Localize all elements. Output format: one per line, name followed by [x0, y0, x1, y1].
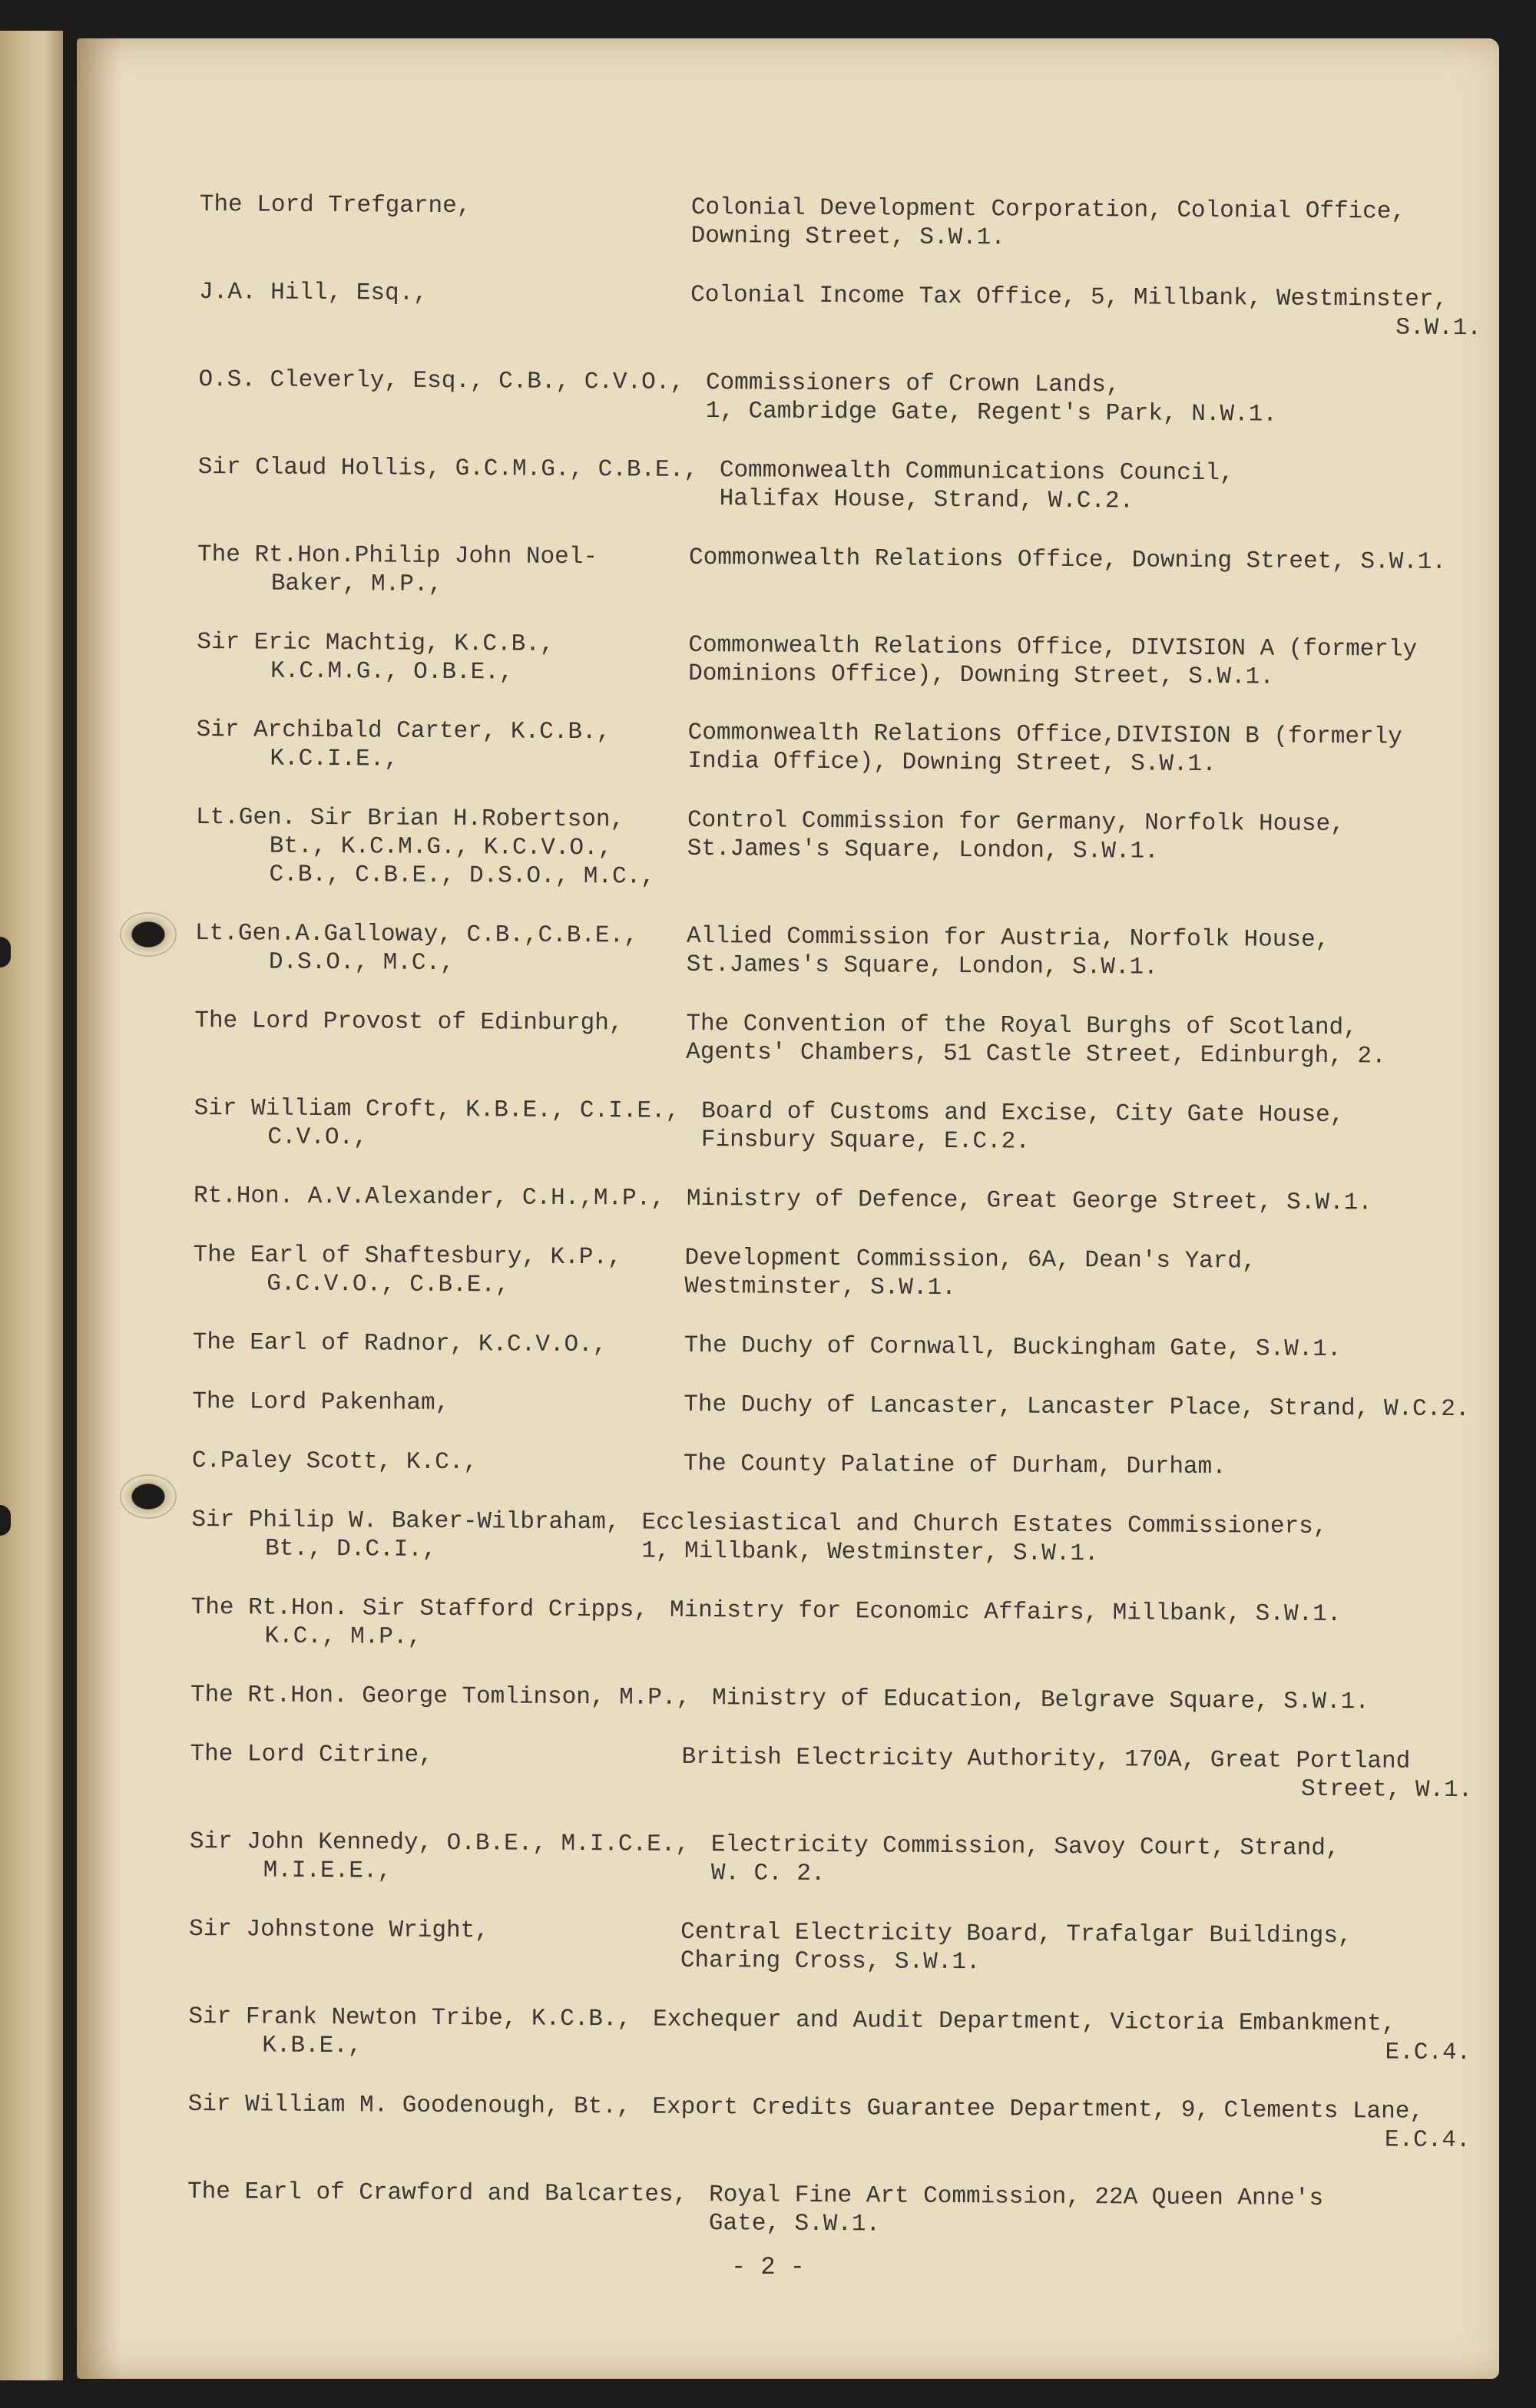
entry-name-line: K.C., M.P.,: [264, 1622, 422, 1651]
entry-address: [670, 1596, 1481, 1658]
entry-name: [188, 2003, 631, 2062]
directory-entry: [195, 803, 1486, 896]
entry-address-line: Ecclesiastical and Church Estates Commissioners,: [641, 1509, 1328, 1541]
entry-name-line: K.B.E.,: [262, 2032, 362, 2060]
entry-address-line: Ministry for Economic Affairs, Millbank, S.W.1.: [669, 1596, 1342, 1629]
entry-address-line: Board of Customs and Excise, City Gate House,: [701, 1098, 1345, 1130]
entry-name: [187, 2178, 688, 2238]
entry-name-line: O.S. Cleverly, Esq., C.B., C.V.O.,: [198, 366, 685, 396]
entry-name-line: The Earl of Crawford and Balcartes,: [187, 2178, 688, 2208]
entry-name-line: K.C.I.E.,: [270, 745, 399, 773]
entry-name-line: Sir Archibald Carter, K.C.B.,: [196, 716, 611, 746]
entry-address-line: Halifax House, Strand, W.C.2.: [719, 485, 1134, 515]
entry-name-line: Sir Frank Newton Tribe, K.C.B.,: [188, 2003, 632, 2033]
entry-address-line: S.W.1.: [1395, 314, 1482, 342]
entry-address: [689, 544, 1488, 605]
entry-name-line: Sir William Croft, K.B.E., C.I.E.,: [194, 1094, 680, 1125]
entry-address: [687, 719, 1486, 780]
entry-address: [712, 1684, 1481, 1717]
directory-entry: [191, 1506, 1481, 1570]
page-fold-shadow: [77, 38, 121, 2379]
entry-name: [190, 1593, 648, 1653]
entry-address: [652, 2093, 1478, 2155]
entry-address-line: W. C. 2.: [710, 1860, 826, 1888]
directory-entry: [187, 2178, 1478, 2242]
entry-name: [197, 628, 688, 688]
directory-entry: [190, 1593, 1481, 1658]
entry-address: [686, 1010, 1485, 1071]
entry-name: [196, 716, 687, 776]
entry-name-line: Lt.Gen. Sir Brian H.Robertson,: [195, 803, 625, 834]
entry-name-line: C.Paley Scott, K.C.,: [191, 1447, 478, 1477]
directory-entry: [193, 1241, 1483, 1305]
entry-address: [681, 1743, 1480, 1804]
entry-name: [197, 541, 689, 600]
entry-address-line: The Duchy of Cornwall, Buckingham Gate, S.W.1.: [684, 1331, 1342, 1364]
binding-notch: [0, 1505, 11, 1536]
entry-address-line: E.C.4.: [1385, 2039, 1471, 2067]
entry-address-line: The County Palatine of Durham, Durham.: [683, 1450, 1226, 1481]
entry-address-line: Ministry of Defence, Great George Street, S.W.1.: [686, 1185, 1372, 1217]
entry-name-line: Sir William M. Goodenough, Bt.,: [187, 2090, 631, 2121]
entry-name: [197, 453, 698, 513]
directory-entry: [188, 2003, 1478, 2067]
directory-entry: [187, 2090, 1478, 2155]
directory-entry: [197, 628, 1487, 693]
entry-address: [711, 1831, 1480, 1892]
entry-address: [690, 281, 1489, 342]
entry-address-line: The Convention of the Royal Burghs of Scotland,: [686, 1010, 1358, 1042]
directory-entry: [190, 1740, 1480, 1804]
entry-address-line: Electricity Commission, Savoy Court, Strand,: [710, 1831, 1340, 1863]
entry-address-line: Finsbury Square, E.C.2.: [700, 1126, 1030, 1156]
entry-address-line: The Duchy of Lancaster, Lancaster Place, Strand, W.C.2.: [684, 1391, 1470, 1424]
entry-name-line: Sir Eric Machtig, K.C.B.,: [197, 628, 554, 658]
directory-entry: [195, 919, 1485, 984]
entry-address-line: Ministry of Education, Belgrave Square, S.W.1.: [712, 1685, 1369, 1716]
entry-name: [190, 1681, 690, 1712]
entry-address-line: Gate, S.W.1.: [708, 2210, 881, 2238]
entry-name-line: Lt.Gen.A.Galloway, C.B.,C.B.E.,: [194, 919, 638, 950]
directory-entry: [196, 716, 1486, 780]
entry-address: [706, 369, 1489, 430]
directory-list: [187, 190, 1489, 2273]
entry-name: [191, 1506, 621, 1565]
directory-entry: [200, 190, 1490, 255]
entry-name-line: Sir John Kennedy, O.B.E., M.I.C.E.,: [189, 1828, 690, 1858]
entry-address-line: St.James's Square, London, S.W.1.: [687, 835, 1159, 865]
entry-address-line: 1, Millbank, Westminster, S.W.1.: [641, 1537, 1099, 1568]
entry-address: [701, 1097, 1485, 1159]
directory-entry: [190, 1681, 1481, 1717]
entry-address: [720, 456, 1488, 518]
entry-name-line: G.C.V.O., C.B.E.,: [266, 1270, 510, 1299]
entry-address: [687, 806, 1486, 896]
entry-address: [641, 1509, 1481, 1571]
entry-name: [200, 190, 691, 250]
entry-address-line: Commonwealth Relations Office,DIVISION B (formerly: [687, 719, 1402, 751]
entry-address: [684, 1244, 1483, 1305]
entry-address-line: E.C.4.: [1384, 2126, 1471, 2155]
entry-name-line: Sir Claud Hollis, G.C.M.G., C.B.E.,: [197, 453, 699, 484]
entry-address-line: Exchequer and Audit Department, Victoria Embankment,: [653, 2006, 1396, 2038]
entry-name: [195, 919, 687, 979]
entry-name: [194, 1094, 680, 1154]
punch-hole: [121, 1476, 175, 1517]
entry-address-line: Development Commission, 6A, Dean's Yard,: [684, 1244, 1256, 1275]
entry-name-line: Bt., D.C.I.,: [265, 1535, 437, 1563]
entry-name-line: The Lord Citrine,: [190, 1740, 433, 1769]
entry-name: [189, 1915, 680, 1975]
entry-address: [684, 1331, 1483, 1364]
entry-name: [192, 1388, 684, 1419]
entry-address-line: Commissioners of Crown Lands,: [705, 369, 1121, 399]
entry-name-line: The Lord Pakenham,: [192, 1388, 450, 1417]
entry-name-line: J.A. Hill, Esq.,: [199, 278, 428, 307]
entry-address-line: Downing Street, S.W.1.: [690, 222, 1006, 252]
entry-name-line: C.V.O.,: [267, 1123, 368, 1152]
directory-entry: [194, 1182, 1484, 1218]
entry-address-line: Export Credits Guarantee Department, 9, Clements Lane,: [652, 2093, 1425, 2125]
entry-address-line: India Office), Downing Street, S.W.1.: [687, 747, 1217, 779]
entry-address-line: Westminster, S.W.1.: [684, 1272, 956, 1302]
punch-hole: [121, 914, 175, 955]
entry-name: [187, 2090, 631, 2150]
page-number: - 2 -: [730, 2253, 805, 2281]
binding-notch: [0, 937, 11, 968]
directory-entry: [192, 1388, 1482, 1424]
directory-entry: [193, 1328, 1483, 1364]
entry-address-line: Control Commission for Germany, Norfolk House,: [687, 806, 1345, 838]
entry-name-line: The Earl of Radnor, K.C.V.O.,: [192, 1328, 607, 1359]
entry-name-line: Baker, M.P.,: [270, 570, 443, 598]
entry-name-line: D.S.O., M.C.,: [268, 948, 455, 977]
entry-address-line: Royal Fine Art Commission, 22A Queen Anne's: [709, 2181, 1324, 2212]
directory-entry: [192, 1447, 1482, 1483]
directory-entry: [190, 1828, 1480, 1892]
entry-address-line: 1, Cambridge Gate, Regent's Park, N.W.1.: [705, 398, 1277, 428]
entry-address: [684, 1391, 1482, 1424]
entry-address-line: St.James's Square, London, S.W.1.: [686, 951, 1158, 981]
entry-address-line: Allied Commission for Austria, Norfolk House,: [686, 922, 1330, 954]
entry-address-line: Commonwealth Relations Office, DIVISION A (formerly: [688, 631, 1418, 663]
entry-address-line: Dominions Office), Downing Street, S.W.1.: [688, 660, 1274, 691]
entry-address: [684, 1450, 1482, 1483]
entry-address-line: Agents' Chambers, 51 Castle Street, Edinburgh, 2.: [686, 1038, 1386, 1070]
entry-name-line: Rt.Hon. A.V.Alexander, C.H.,M.P.,: [193, 1182, 666, 1212]
entry-name-line: K.C.M.G., O.B.E.,: [270, 657, 514, 686]
entry-address: [688, 631, 1487, 693]
entry-name: [193, 1328, 684, 1360]
directory-entry: [199, 278, 1489, 342]
entry-name: [190, 1828, 690, 1887]
directory-entry: [194, 1094, 1484, 1159]
entry-name-line: The Rt.Hon. George Tomlinson, M.P.,: [190, 1681, 691, 1712]
entry-name-line: M.I.E.E.,: [263, 1857, 392, 1885]
entry-address-line: British Electricity Authority, 170A, Great Portland: [681, 1743, 1411, 1775]
entry-name-line: The Earl of Shaftesbury, K.P.,: [193, 1241, 622, 1272]
entry-name-line: The Rt.Hon.Philip John Noel-: [197, 541, 598, 571]
adjacent-page-edge: [0, 31, 63, 2380]
entry-address-line: Charing Cross, S.W.1.: [680, 1947, 981, 1976]
entry-address: [691, 194, 1490, 255]
entry-address: [680, 1918, 1479, 1980]
entry-name: [190, 1740, 681, 1800]
directory-entry: [198, 366, 1488, 430]
directory-entry: [194, 1007, 1485, 1071]
entry-name-line: The Lord Trefgarne,: [199, 190, 472, 220]
entry-address-line: Colonial Development Corporation, Colonial Office,: [690, 194, 1406, 226]
entry-name: [194, 1007, 686, 1067]
entry-name-line: Sir Philip W. Baker-Wilbraham,: [191, 1506, 621, 1536]
entry-address-line: Street, W.1.: [1300, 1775, 1473, 1804]
entry-address: [653, 2006, 1479, 2068]
entry-address-line: Central Electricity Board, Trafalgar Buildings,: [680, 1918, 1352, 1950]
entry-name-line: C.B., C.B.E., D.S.O., M.C.,: [269, 861, 655, 891]
entry-address-line: Commonwealth Communications Council,: [719, 457, 1234, 488]
entry-name-line: Sir Johnstone Wright,: [189, 1915, 489, 1945]
entry-address: [687, 922, 1485, 984]
entry-name: [199, 278, 690, 338]
entry-name-line: The Lord Provost of Edinburgh,: [194, 1007, 624, 1037]
entry-address-line: Commonwealth Relations Office, Downing Street, S.W.1.: [688, 544, 1447, 576]
directory-entry: [197, 541, 1488, 605]
entry-name: [192, 1447, 684, 1478]
entry-name: [195, 803, 687, 891]
entry-name: [194, 1182, 665, 1213]
directory-entry: [197, 453, 1488, 518]
entry-address: [709, 2181, 1478, 2242]
entry-name-line: The Rt.Hon. Sir Stafford Cripps,: [190, 1593, 649, 1624]
directory-entry: [189, 1915, 1479, 1980]
entry-name: [198, 366, 684, 425]
entry-name: [193, 1241, 684, 1301]
entry-address: [687, 1185, 1484, 1218]
entry-name-line: Bt., K.C.M.G., K.C.V.O.,: [269, 832, 613, 862]
entry-address-line: Colonial Income Tax Office, 5, Millbank, Westminster,: [690, 281, 1448, 313]
